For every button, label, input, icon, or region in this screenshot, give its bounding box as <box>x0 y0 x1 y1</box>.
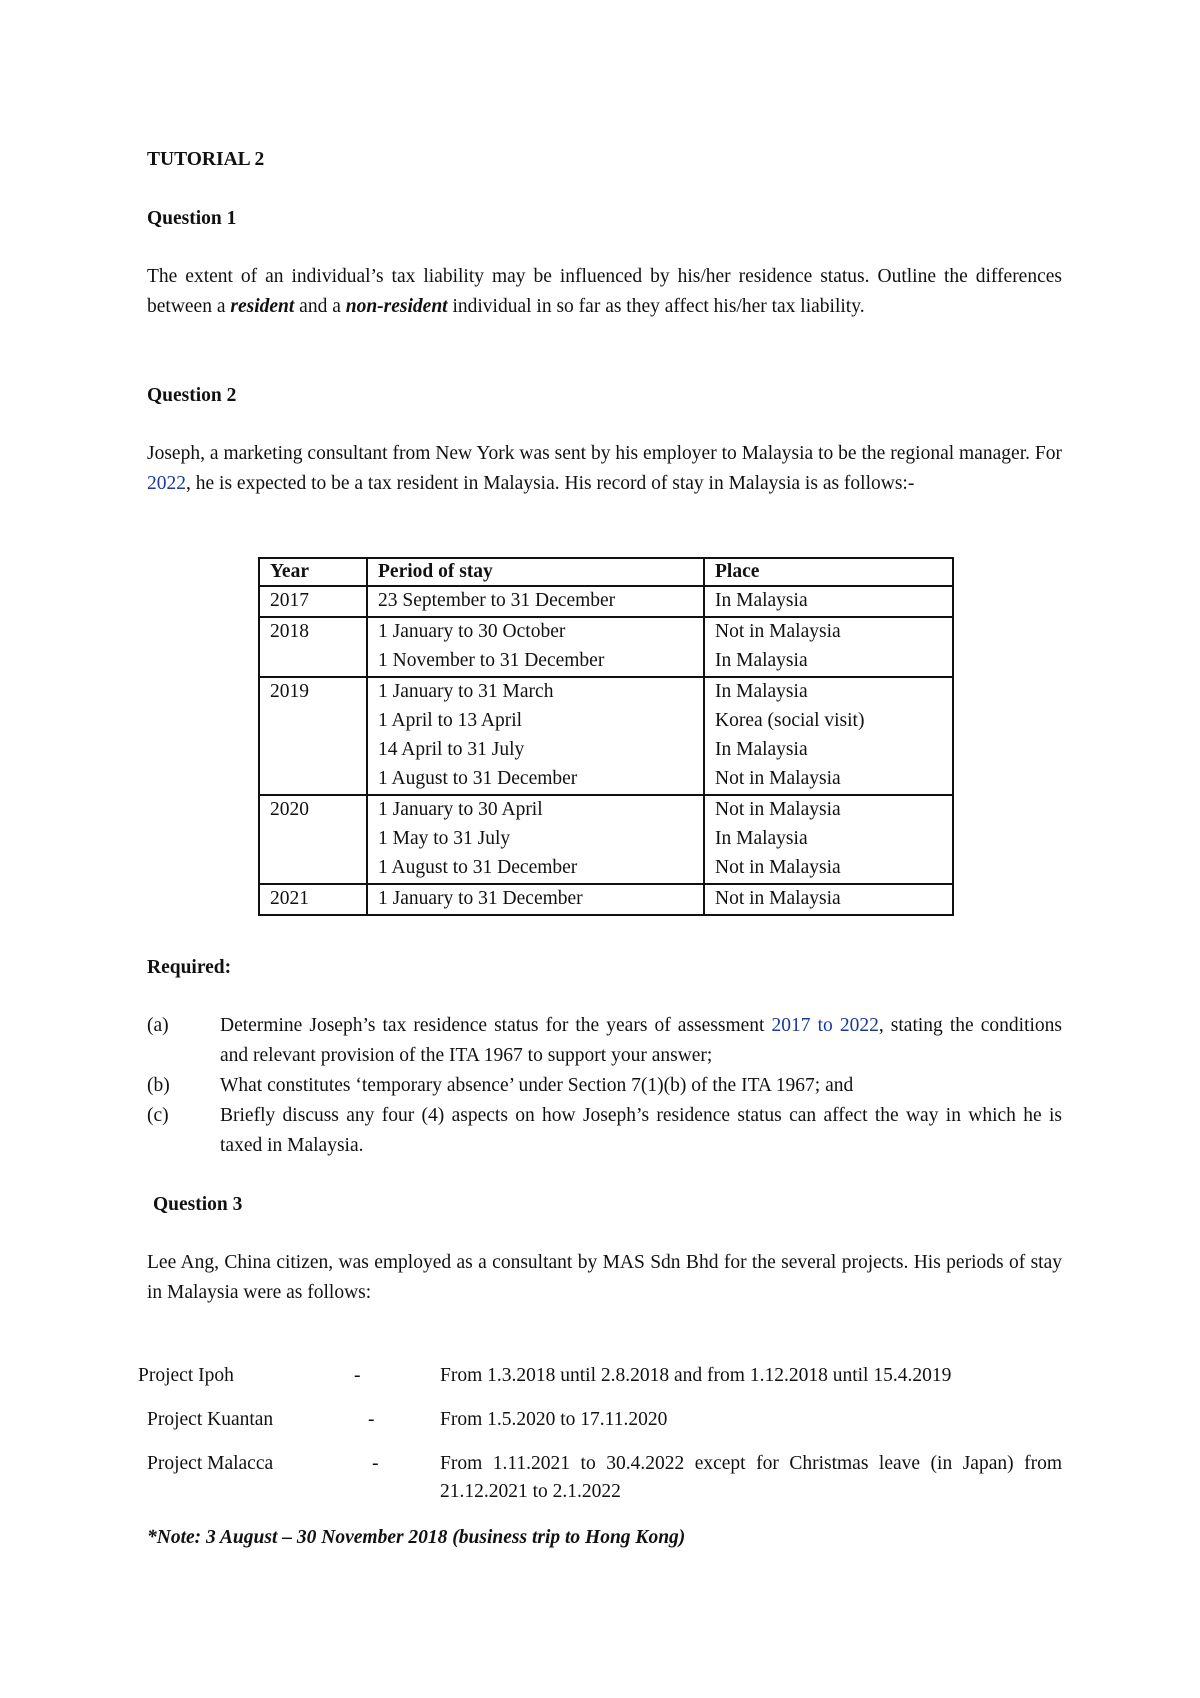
q2-text-part: , he is expected to be a tax resident in Malaysia. His record of stay in Malaysia is as follows:- <box>186 473 915 494</box>
item-label: (b) <box>147 1075 170 1096</box>
column-header-period: Period of stay <box>367 558 704 586</box>
place-cell <box>704 586 953 617</box>
project-period: From 1.5.2020 to 17.11.2020 <box>440 1409 668 1430</box>
period-line: 1 November to 31 December <box>378 650 605 671</box>
required-heading: Required: <box>147 957 232 978</box>
table-header-row <box>259 558 953 586</box>
q1-text-part: The extent of an individual’s tax liability may be influenced by his/her residence status. Outline the differences between a <box>147 266 1062 317</box>
place-cell <box>704 617 953 677</box>
project-name: Project Kuantan <box>147 1409 274 1430</box>
page-title: TUTORIAL 2 <box>147 149 265 170</box>
q2-year-highlight: 2022 <box>147 473 186 494</box>
place-line: In Malaysia <box>715 590 808 611</box>
project-name: Project Malacca <box>147 1453 274 1474</box>
question-2-heading: Question 2 <box>147 385 237 406</box>
list-item <box>147 1071 1062 1101</box>
item-text: Briefly discuss any four (4) aspects on how Joseph’s residence status can affect the way in which he is taxed in Malaysia. <box>220 1105 1062 1156</box>
question-3-heading: Question 3 <box>153 1194 243 1215</box>
place-line: Korea (social visit) <box>715 710 865 731</box>
period-line: 1 April to 13 April <box>378 710 523 731</box>
year-value: 2017 <box>270 590 309 611</box>
year-value: 2019 <box>270 681 309 702</box>
place-cell <box>704 884 953 915</box>
place-line: Not in Malaysia <box>715 857 841 878</box>
question-2-text <box>147 439 1062 499</box>
year-value: 2020 <box>270 799 309 820</box>
period-line: 1 May to 31 July <box>378 828 511 849</box>
year-cell <box>259 884 367 915</box>
period-line: 1 January to 31 December <box>378 888 583 909</box>
table-row <box>259 586 953 617</box>
list-item <box>147 1011 1062 1071</box>
year-cell <box>259 586 367 617</box>
note-text: *Note: 3 August – 30 November 2018 (business trip to Hong Kong) <box>147 1527 686 1548</box>
stay-record-table <box>258 557 954 916</box>
place-line: In Malaysia <box>715 739 808 760</box>
table-row <box>259 884 953 915</box>
period-cell <box>367 884 704 915</box>
required-list <box>147 1011 1062 1161</box>
place-cell <box>704 795 953 884</box>
column-header-place: Place <box>704 558 953 586</box>
period-cell <box>367 617 704 677</box>
place-line: In Malaysia <box>715 681 808 702</box>
place-line: Not in Malaysia <box>715 888 841 909</box>
period-line: 1 January to 30 October <box>378 621 566 642</box>
period-line: 1 August to 31 December <box>378 768 578 789</box>
q1-emphasis-non-resident: non-resident <box>345 296 448 317</box>
period-line: 23 September to 31 December <box>378 590 616 611</box>
place-line: Not in Malaysia <box>715 768 841 789</box>
item-text: , stating the conditions and relevant provision of the ITA 1967 to support your answer; <box>220 1015 1062 1066</box>
project-dash: - <box>354 1365 361 1386</box>
period-line: 1 January to 30 April <box>378 799 543 820</box>
question-3-intro: Lee Ang, China citizen, was employed as a consultant by MAS Sdn Bhd for the several projects. His periods of stay in Malaysia were as follows: <box>147 1252 1062 1303</box>
period-line: 14 April to 31 July <box>378 739 525 760</box>
project-name: Project Ipoh <box>138 1365 234 1386</box>
period-line: 1 January to 31 March <box>378 681 554 702</box>
place-line: Not in Malaysia <box>715 799 841 820</box>
year-value: 2021 <box>270 888 309 909</box>
q1-emphasis-resident: resident <box>230 296 295 317</box>
period-line: 1 August to 31 December <box>378 857 578 878</box>
q1-text-part: and a <box>294 296 346 317</box>
item-text: What constitutes ‘temporary absence’ under Section 7(1)(b) of the ITA 1967; and <box>220 1075 854 1096</box>
period-cell <box>367 677 704 795</box>
year-value: 2018 <box>270 621 309 642</box>
table-row <box>259 677 953 795</box>
column-header-year: Year <box>259 558 367 586</box>
project-period: From 1.3.2018 until 2.8.2018 and from 1.12.2018 until 15.4.2019 <box>440 1365 952 1386</box>
item-label: (c) <box>147 1105 169 1126</box>
q1-text-part: individual in so far as they affect his/her tax liability. <box>447 296 865 317</box>
item-year-range-highlight: 2017 to 2022 <box>771 1015 879 1036</box>
list-item <box>147 1101 1062 1161</box>
q2-text-part: Joseph, a marketing consultant from New York was sent by his employer to Malaysia to be the regional manager. For <box>147 443 1062 464</box>
table-row <box>259 795 953 884</box>
item-text: Determine Joseph’s tax residence status for the years of assessment <box>220 1015 772 1036</box>
project-dash: - <box>368 1409 375 1430</box>
period-cell <box>367 795 704 884</box>
place-line: In Malaysia <box>715 828 808 849</box>
place-line: Not in Malaysia <box>715 621 841 642</box>
year-cell <box>259 677 367 795</box>
place-cell <box>704 677 953 795</box>
project-period: From 1.11.2021 to 30.4.2022 except for Christmas leave (in Japan) from 21.12.2021 to 2.1.2022 <box>440 1453 1062 1502</box>
item-label: (a) <box>147 1015 169 1036</box>
year-cell <box>259 617 367 677</box>
question-1-heading: Question 1 <box>147 208 237 229</box>
year-cell <box>259 795 367 884</box>
period-cell <box>367 586 704 617</box>
table-row <box>259 617 953 677</box>
place-line: In Malaysia <box>715 650 808 671</box>
project-dash: - <box>372 1453 379 1474</box>
question-1-text <box>147 262 1062 322</box>
